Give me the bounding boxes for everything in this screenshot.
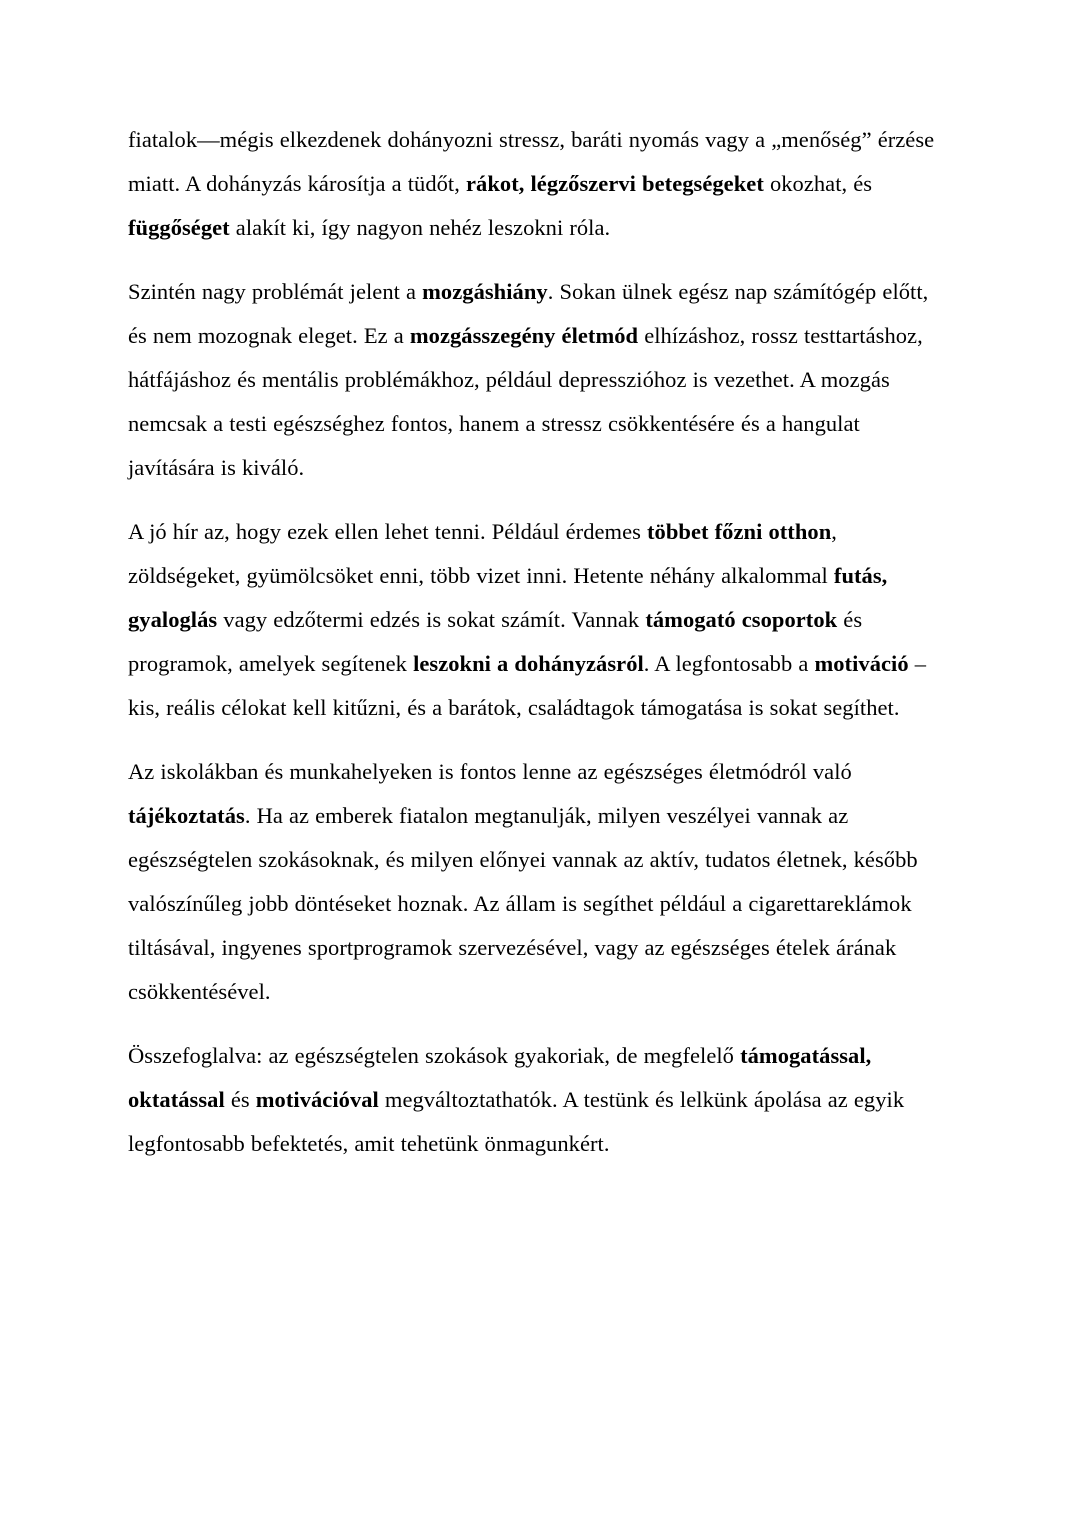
body-text: megváltoztathatók. A testünk és lelkünk ápolása az egyik legfontosabb befektetés, amit tehetünk önmagunkért.	[128, 1087, 905, 1156]
body-text: . Sokan ülnek egész nap számítógép előtt, és nem mozognak eleget. Ez a	[128, 279, 929, 348]
body-text: A jó hír az, hogy ezek ellen lehet tenni. Például érdemes	[128, 519, 647, 544]
emphasis-text: támogatással, oktatással	[128, 1043, 872, 1112]
paragraph	[128, 750, 948, 1014]
document-body	[128, 118, 948, 1166]
emphasis-text: motivációval	[255, 1087, 379, 1112]
body-text: okozhat, és	[763, 171, 873, 196]
body-text: elhízáshoz, rossz testtartáshoz, hátfájáshoz és mentális problémákhoz, például depresszióhoz is vezethet. A mozgás nemcsak a testi egészséghez fontos, hanem a stressz csökkentésére és a hangulat javítására is kiváló.	[128, 323, 923, 480]
body-text: vagy edzőtermi edzés is sokat számít. Vannak	[217, 607, 646, 632]
emphasis-text: leszokni a dohányzásról	[413, 651, 644, 676]
emphasis-text: támogató csoportok	[645, 607, 838, 632]
emphasis-text: rákot, légzőszervi betegségeket	[466, 171, 764, 196]
emphasis-text: mozgásszegény életmód	[409, 323, 639, 348]
body-text: . A legfontosabb a	[643, 651, 815, 676]
body-text: Az iskolákban és munkahelyeken is fontos lenne az egészséges életmódról való	[128, 759, 852, 784]
body-text: fiatalok—mégis elkezdenek dohányozni stressz, baráti nyomás vagy a „menőség” érzése miatt. A dohányzás károsítja a tüdőt,	[128, 127, 935, 196]
body-text: és	[224, 1087, 256, 1112]
body-text: és programok, amelyek segítenek	[128, 607, 863, 676]
body-text: . Ha az emberek fiatalon megtanulják, milyen veszélyei vannak az egészségtelen szokásoknak, és milyen előnyei vannak az aktív, tudatos életnek, később valószínűleg jobb döntéseket hoznak. Az állam is segíthet például a cigarettareklámok tiltásával, ingyenes sportprogramok szervezésével, vagy az egészséges ételek árának csökkentésével.	[128, 803, 918, 1004]
emphasis-text: futás, gyaloglás	[128, 563, 888, 632]
paragraph	[128, 1034, 948, 1166]
emphasis-text: többet főzni otthon	[647, 519, 832, 544]
paragraph	[128, 118, 948, 250]
paragraph	[128, 510, 948, 730]
emphasis-text: motiváció	[814, 651, 909, 676]
emphasis-text: tájékoztatás	[128, 803, 245, 828]
emphasis-text: függőséget	[128, 215, 230, 240]
paragraph	[128, 270, 948, 490]
emphasis-text: mozgáshiány	[422, 279, 548, 304]
body-text: alakít ki, így nagyon nehéz leszokni róla.	[229, 215, 611, 240]
body-text: , zöldségeket, gyümölcsöket enni, több vizet inni. Hetente néhány alkalommal	[128, 519, 837, 588]
body-text: Szintén nagy problémát jelent a	[128, 279, 423, 304]
body-text: Összefoglalva: az egészségtelen szokások gyakoriak, de megfelelő	[128, 1043, 741, 1068]
body-text: – kis, reális célokat kell kitűzni, és a barátok, családtagok támogatása is sokat segíthet.	[128, 651, 927, 720]
